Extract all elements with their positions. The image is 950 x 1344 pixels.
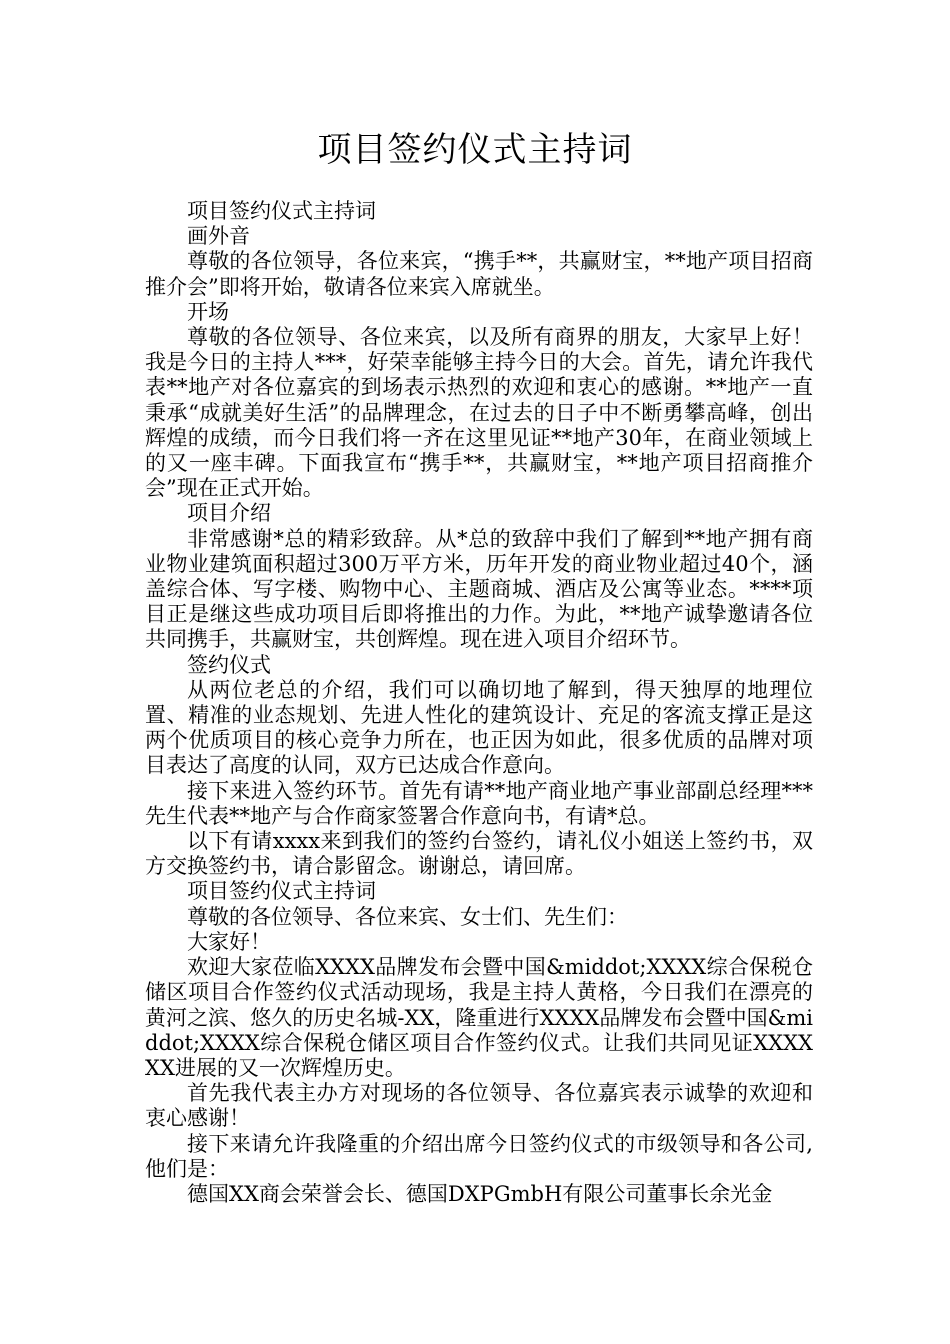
paragraph: 首先我代表主办方对现场的各位领导、各位嘉宾表示诚挚的欢迎和衷心感谢！ — [145, 1081, 813, 1131]
paragraph: 以下有请xxxx来到我们的签约台签约，请礼仪小姐送上签约书，双方交换签约书，请合影留念。谢谢总，请回席。 — [145, 829, 813, 879]
paragraph-salutation: 尊敬的各位领导、各位来宾、女士们、先生们： — [187, 904, 628, 929]
paragraph-heading: 项目签约仪式主持词 — [187, 879, 376, 904]
section-heading-voiceover: 画外音 — [187, 224, 250, 249]
paragraph: 尊敬的各位领导、各位来宾，以及所有商界的朋友，大家早上好！我是今日的主持人***，好荣幸能够主持今日的大会。首先，请允许我代表**地产对各位嘉宾的到场表示热烈的欢迎和衷心的感谢。**地产一直秉承“成就美好生活”的品牌理念，在过去的日子中不断勇攀高峰，创出辉煌的成绩，而今日我们将一齐在这里见证**地产30年，在商业领域上的又一座丰碑。下面我宣布“携手**，共赢财宝，**地产项目招商推介会”现在正式开始。 — [145, 325, 813, 501]
paragraph: 非常感谢*总的精彩致辞。从*总的致辞中我们了解到**地产拥有商业物业建筑面积超过300万平方米，历年开发的商业物业超过40个，涵盖综合体、写字楼、购物中心、主题商城、酒店及公寓等业态。****项目正是继这些成功项目后即将推出的力作。为此，**地产诚挚邀请各位共同携手，共赢财宝，共创辉煌。现在进入项目介绍环节。 — [145, 526, 813, 652]
paragraph: 接下来请允许我隆重的介绍出席今日签约仪式的市级领导和各公司,他们是： — [145, 1131, 813, 1181]
paragraph: 德国XX商会荣誉会长、德国DXPGmbH有限公司董事长余光金 — [187, 1181, 773, 1206]
section-heading-signing: 签约仪式 — [187, 652, 271, 677]
paragraph-heading: 项目签约仪式主持词 — [187, 199, 376, 223]
paragraph: 接下来进入签约环节。首先有请**地产商业地产事业部副总经理***先生代表**地产与合作商家签署合作意向书，有请*总。 — [145, 778, 813, 828]
paragraph: 从两位老总的介绍，我们可以确切地了解到，得天独厚的地理位置、精准的业态规划、先进人性化的建筑设计、充足的客流支撑正是这两个优质项目的核心竞争力所在，也正因为如此，很多优质的品牌对项目表达了高度的认同，双方已达成合作意向。 — [145, 677, 813, 778]
section-heading-opening: 开场 — [187, 299, 229, 324]
paragraph: 欢迎大家莅临XXXX品牌发布会暨中国&middot;XXXX综合保税仓储区项目合作签约仪式活动现场，我是主持人黄格，今日我们在漂亮的黄河之滨、悠久的历史名城-XX，隆重进行XXXX品牌发布会暨中国&middot;XXXX综合保税仓储区项目合作签约仪式。让我们共同见证XXXXXX进展的又一次辉煌历史。 — [145, 955, 813, 1080]
paragraph-greeting: 大家好！ — [187, 929, 271, 954]
document-title: 项目签约仪式主持词 — [317, 130, 633, 170]
paragraph: 尊敬的各位领导，各位来宾，“携手**，共赢财宝，**地产项目招商推介会”即将开始，敬请各位来宾入席就坐。 — [145, 249, 813, 299]
section-heading-project-intro: 项目介绍 — [187, 501, 271, 526]
document-body — [145, 199, 813, 1207]
